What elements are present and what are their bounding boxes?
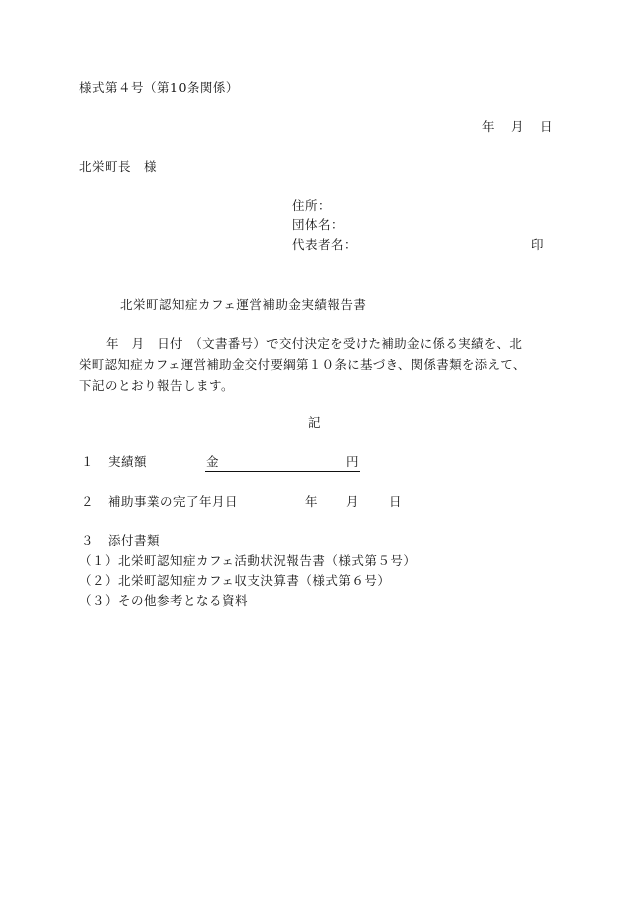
body-line-1: 年 月 日付 （文書番号）で交付決定を受けた補助金に係る実績を、北: [106, 336, 523, 351]
seal-mark: 印: [531, 237, 544, 252]
item3-label: 添付書類: [108, 533, 161, 548]
document-title: 北栄町認知症カフェ運営補助金実績報告書: [120, 297, 367, 312]
body-line-3: 下記のとおり報告します。: [79, 378, 235, 393]
item2-label: 補助事業の完了年月日: [108, 494, 239, 509]
address-label: 住所：: [292, 198, 332, 213]
body-line-2: 栄町認知症カフェ運営補助金交付要綱第１０条に基づき、関係書類を添えて、: [79, 357, 526, 372]
date-month: 月: [511, 119, 524, 134]
item1-label: 実績額: [108, 454, 148, 469]
attachment-item: （１）北栄町認知症カフェ活動状況報告書（様式第５号）: [79, 553, 417, 568]
amount-underline: [205, 471, 360, 472]
date-year: 年: [482, 119, 495, 134]
representative-label: 代表者名：: [292, 237, 358, 252]
item1-amount-suffix: 円: [346, 454, 359, 469]
item2-year: 年: [305, 494, 318, 509]
item2-month: 月: [346, 494, 359, 509]
item1-number: １: [81, 454, 94, 469]
addressee: 北栄町長 様: [79, 159, 158, 174]
item2-day: 日: [389, 494, 402, 509]
attachment-item: （３）その他参考となる資料: [79, 593, 249, 608]
attachment-item: （２）北栄町認知症カフェ収支決算書（様式第６号）: [79, 573, 391, 588]
ki-heading: 記: [308, 415, 321, 430]
organization-label: 団体名：: [292, 217, 345, 232]
item1-amount-prefix: 金: [206, 454, 219, 469]
item2-number: ２: [81, 494, 94, 509]
item3-number: ３: [81, 533, 94, 548]
form-number: 様式第４号（第10条関係）: [79, 80, 239, 95]
date-day: 日: [540, 119, 553, 134]
